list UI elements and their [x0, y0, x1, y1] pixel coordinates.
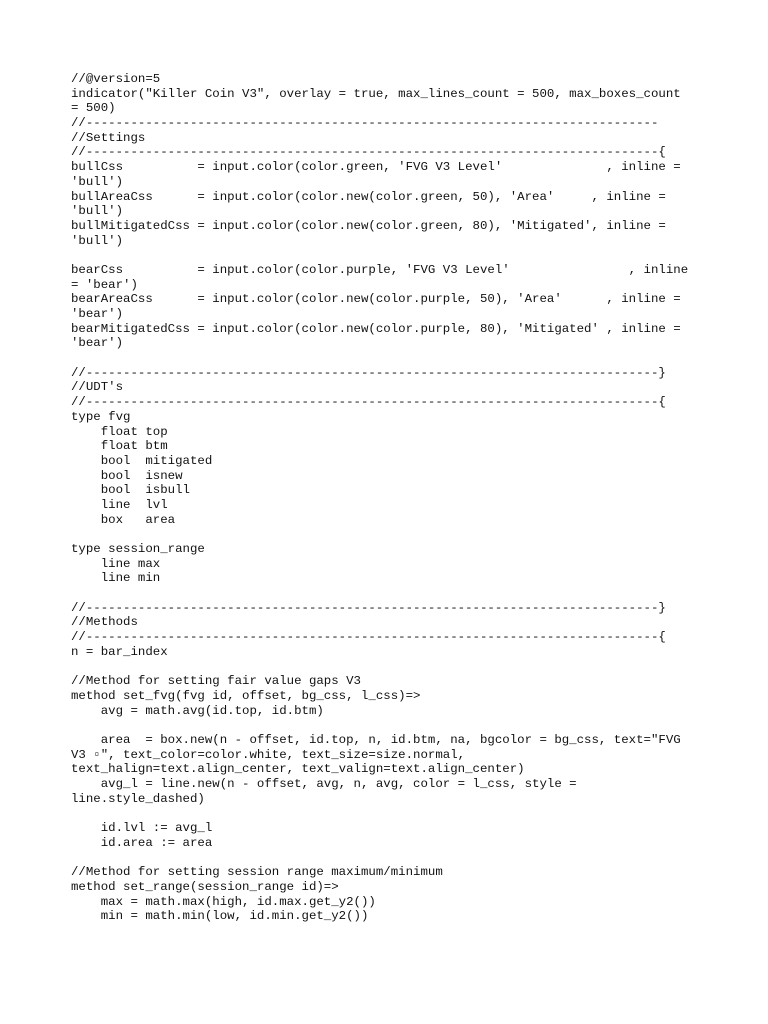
code-line: //-----------------------------------------------------------------------------} — [71, 600, 666, 615]
code-line — [71, 660, 711, 675]
code-line: indicator("Killer Coin V3", overlay = true, max_lines_count = 500, max_boxes_count — [71, 86, 681, 101]
code-line: = 'bear') — [71, 277, 138, 292]
code-line: line max — [71, 556, 161, 571]
code-line: bearAreaCss = input.color(color.new(color.purple, 50), 'Area' , inline = — [71, 292, 681, 307]
code-line: //Method for setting fair value gaps V3 — [71, 674, 361, 689]
code-line: 'bear') — [71, 336, 124, 351]
code-line: n = bar_index — [71, 644, 168, 659]
code-line: //-----------------------------------------------------------------------------} — [71, 365, 666, 380]
code-line: bullAreaCss = input.color(color.new(color.green, 50), 'Area' , inline = — [71, 189, 666, 204]
code-line: type fvg — [71, 409, 131, 424]
code-line: float btm — [71, 439, 168, 454]
code-line — [71, 718, 711, 733]
code-line: line lvl — [71, 497, 168, 512]
code-line — [71, 248, 711, 263]
code-line: //Methods — [71, 615, 138, 630]
code-line: //-----------------------------------------------------------------------------{ — [71, 395, 666, 410]
code-line: avg = math.avg(id.top, id.btm) — [71, 703, 324, 718]
code-line: line.style_dashed) — [71, 791, 205, 806]
code-line: bullCss = input.color(color.green, 'FVG V3 Level' , inline = — [71, 160, 681, 175]
code-line: id.lvl := avg_l — [71, 821, 213, 836]
code-line: //----------------------------------------------------------------------------- — [71, 116, 659, 131]
code-line: bullMitigatedCss = input.color(color.new(color.green, 80), 'Mitigated', inline = — [71, 218, 666, 233]
code-line: bool mitigated — [71, 453, 213, 468]
code-line: bool isbull — [71, 483, 190, 498]
code-line: min = math.min(low, id.min.get_y2()) — [71, 909, 369, 924]
code-line: V3 ▫", text_color=color.white, text_size=size.normal, — [71, 747, 466, 762]
code-line: //-----------------------------------------------------------------------------{ — [71, 630, 666, 645]
code-line: = 500) — [71, 101, 116, 116]
code-line: //@version=5 — [71, 72, 161, 86]
code-line — [71, 586, 711, 601]
code-line: bearMitigatedCss = input.color(color.new(color.purple, 80), 'Mitigated' , inline = — [71, 321, 681, 336]
code-line: bool isnew — [71, 468, 183, 483]
code-line: 'bear') — [71, 307, 124, 321]
code-line — [71, 850, 711, 865]
code-line: id.area := area — [71, 835, 213, 850]
code-line: area = box.new(n - offset, id.top, n, id.btm, na, bgcolor = bg_css, text="FVG — [71, 732, 681, 747]
code-line: method set_range(session_range id)=> — [71, 879, 339, 894]
code-line — [71, 351, 711, 366]
code-line: //UDT's — [71, 380, 124, 395]
code-line — [71, 806, 711, 821]
code-line: text_halign=text.align_center, text_valign=text.align_center) — [71, 762, 525, 777]
code-line: 'bull') — [71, 174, 124, 189]
code-line: type session_range — [71, 542, 205, 556]
code-line: 'bull') — [71, 204, 124, 219]
code-listing — [71, 72, 711, 924]
code-line: 'bull') — [71, 233, 124, 248]
code-line: avg_l = line.new(n - offset, avg, n, avg, color = l_css, style = — [71, 777, 577, 791]
code-line: //Method for setting session range maximum/minimum — [71, 865, 443, 880]
code-line: box area — [71, 512, 176, 527]
code-line: float top — [71, 424, 168, 439]
code-line: max = math.max(high, id.max.get_y2()) — [71, 894, 376, 909]
code-line: //Settings — [71, 130, 146, 145]
code-line: bearCss = input.color(color.purple, 'FVG V3 Level' , inline — [71, 262, 689, 277]
code-line: line min — [71, 571, 161, 586]
code-line: //-----------------------------------------------------------------------------{ — [71, 145, 666, 160]
code-line — [71, 527, 711, 542]
code-line: method set_fvg(fvg id, offset, bg_css, l_css)=> — [71, 688, 421, 703]
